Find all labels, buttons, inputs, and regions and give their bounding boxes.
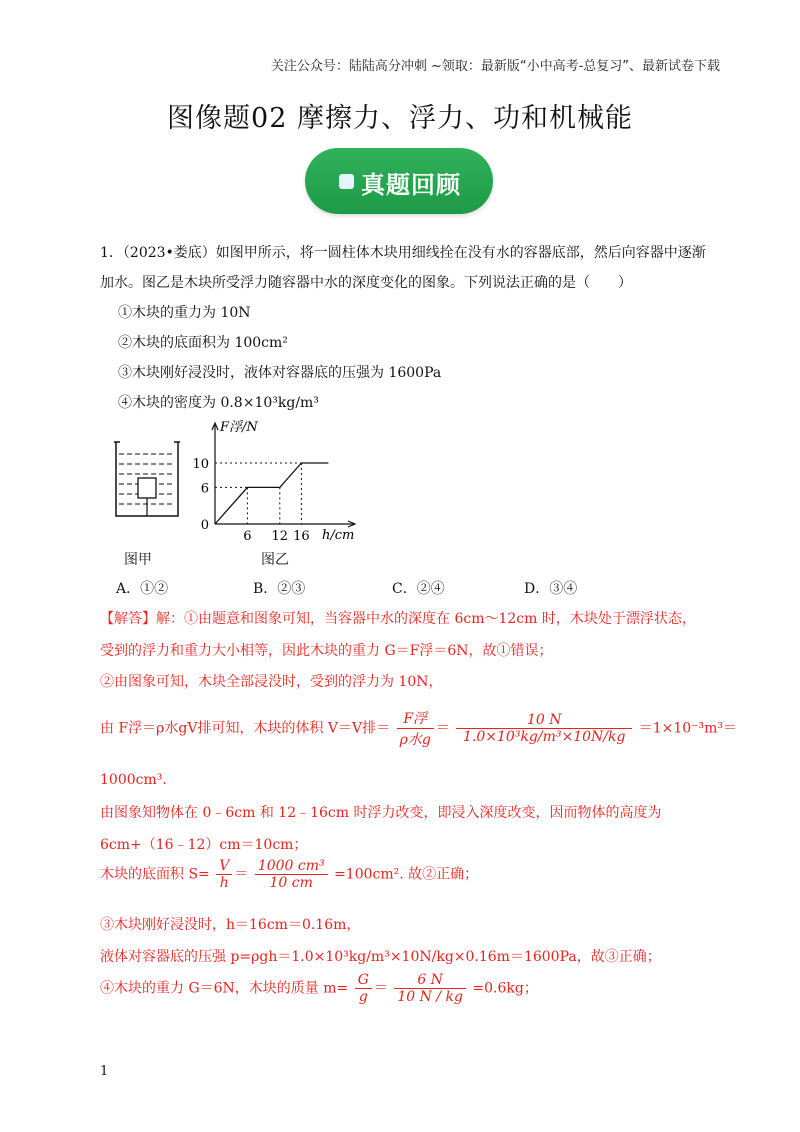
buoyancy-curve bbox=[215, 463, 328, 524]
buoyancy-graph bbox=[190, 415, 370, 545]
answer-line-9: ③木块刚好浸没时，h＝16cm＝0.16m， bbox=[100, 917, 361, 933]
chart-icon bbox=[339, 174, 354, 189]
y-tick-label-10: 10 bbox=[192, 457, 209, 472]
x-axis-label: h/cm bbox=[322, 528, 355, 543]
caption-figure-a: 图甲 bbox=[124, 552, 152, 568]
page-header: 关注公众号：陆陆高分冲刺 ~领取：最新版“小中高考-总复习”、最新试卷下载 bbox=[270, 59, 720, 74]
x-tick-label-16: 16 bbox=[293, 529, 310, 544]
fraction-mass-2: $\frac{6 N}{10 N / kg}$ bbox=[394, 972, 466, 1005]
x-tick-label-12: 12 bbox=[271, 529, 289, 544]
answer-line-6: 由图象知物体在 0﹣6cm 和 12﹣16cm 时浮力改变，即浸入深度改变，因而物体的高度为 bbox=[100, 805, 662, 821]
answer-line-8-text: 木块的底面积 S= bbox=[100, 866, 210, 883]
section-badge bbox=[305, 148, 493, 214]
answer-line-8: 木块的底面积 S= $\frac{V}{h}$ ＝ $\frac{\text{1000 cm³}}{10 cm}$ =100cm². 故②正确； bbox=[100, 858, 479, 891]
option-d: D．③④ bbox=[524, 581, 578, 597]
badge-label: 真题回顾 bbox=[361, 171, 461, 199]
statement-4: ④木块的密度为 0.8×10³kg/m³ bbox=[118, 395, 319, 411]
figure-container-diagram bbox=[112, 438, 182, 520]
statement-2: ②木块的底面积为 100cm² bbox=[118, 335, 288, 351]
y-tick-label-6: 6 bbox=[200, 481, 209, 497]
answer-line-2: 受到的浮力和重力大小相等，因此木块的重力 G＝F浮＝6N，故①错误； bbox=[100, 643, 553, 659]
answer-line-4: 由 F浮＝ρ水gV排可知，木块的体积 V＝V排＝ $\frac{\text{F浮}}{\text{ρ水g}}$ ＝ $\frac{10 N}{\text{1.0×10³kg/m³×10N/kg}}$ ＝1×10⁻³m³＝ bbox=[100, 708, 737, 749]
answer-line-1 bbox=[100, 608, 696, 628]
answer-line-11: ④木块的重力 G＝6N，木块的质量 m= $\frac{G}{g}$ ＝ $\frac{6 N}{10 N / kg}$ =0.6kg； bbox=[100, 972, 538, 1005]
answer-line-8-result: =100cm². 故②正确； bbox=[334, 866, 479, 883]
page-title: 图像题02 摩擦力、浮力、功和机械能 bbox=[167, 103, 633, 134]
question-line-1: 1．（2023•娄底）如图甲所示，将一圆柱体木块用细线拴在没有水的容器底部，然后向容器中逐渐 bbox=[100, 245, 706, 261]
option-b: B．②③ bbox=[253, 581, 306, 597]
x-tick-label-6: 6 bbox=[243, 529, 252, 544]
answer-line-5: 1000cm³. bbox=[100, 772, 167, 788]
answer-line-11-text: ④木块的重力 G＝6N，木块的质量 m= bbox=[100, 980, 349, 997]
answer-tag: 【解答】 bbox=[100, 611, 156, 627]
fraction-area-2: $\frac{\text{1000 cm³}}{10 cm}$ bbox=[255, 858, 328, 891]
statement-3: ③木块刚好浸没时，液体对容器底的压强为 1600Pa bbox=[118, 365, 442, 381]
fraction-area-1: $\frac{V}{h}$ bbox=[216, 858, 232, 891]
page-number: 1 bbox=[100, 1064, 109, 1079]
y-tick-label-0: 0 bbox=[200, 518, 209, 533]
fraction-volume-2: $\frac{10 N}{\text{1.0×10³kg/m³×10N/kg}}$ bbox=[456, 712, 632, 745]
answer-line-3: ②由图象可知，木块全部浸没时，受到的浮力为 10N， bbox=[100, 674, 443, 690]
option-c: C．②④ bbox=[392, 581, 445, 597]
option-a: A．①② bbox=[116, 581, 169, 597]
answer-line-1-text: 解：①由题意和图象可知，当容器中水的深度在 6cm～12cm 时，木块处于漂浮状态， bbox=[156, 611, 696, 627]
answer-line-7: 6cm+（16﹣12）cm＝10cm； bbox=[100, 837, 308, 853]
fraction-mass-1: $\frac{G}{g}$ bbox=[355, 972, 372, 1005]
fraction-volume-1: $\frac{\text{F浮}}{\text{ρ水g}}$ bbox=[397, 708, 434, 749]
question-line-2: 加水。图乙是木块所受浮力随容器中水的深度变化的图象。下列说法正确的是（ ） bbox=[100, 275, 632, 291]
statement-1: ①木块的重力为 10N bbox=[118, 305, 251, 321]
answer-line-4-text: 由 F浮＝ρ水gV排可知，木块的体积 V＝V排＝ bbox=[100, 720, 391, 737]
answer-line-10: 液体对容器底的压强 p=ρgh＝1.0×10³kg/m³×10N/kg×0.16m＝1600Pa，故③正确； bbox=[100, 949, 661, 965]
y-axis-label: F浮/N bbox=[220, 420, 258, 435]
answer-line-11-result: =0.6kg； bbox=[472, 980, 538, 997]
caption-figure-b: 图乙 bbox=[261, 552, 289, 568]
answer-line-4-result: ＝1×10⁻³m³＝ bbox=[638, 720, 738, 737]
